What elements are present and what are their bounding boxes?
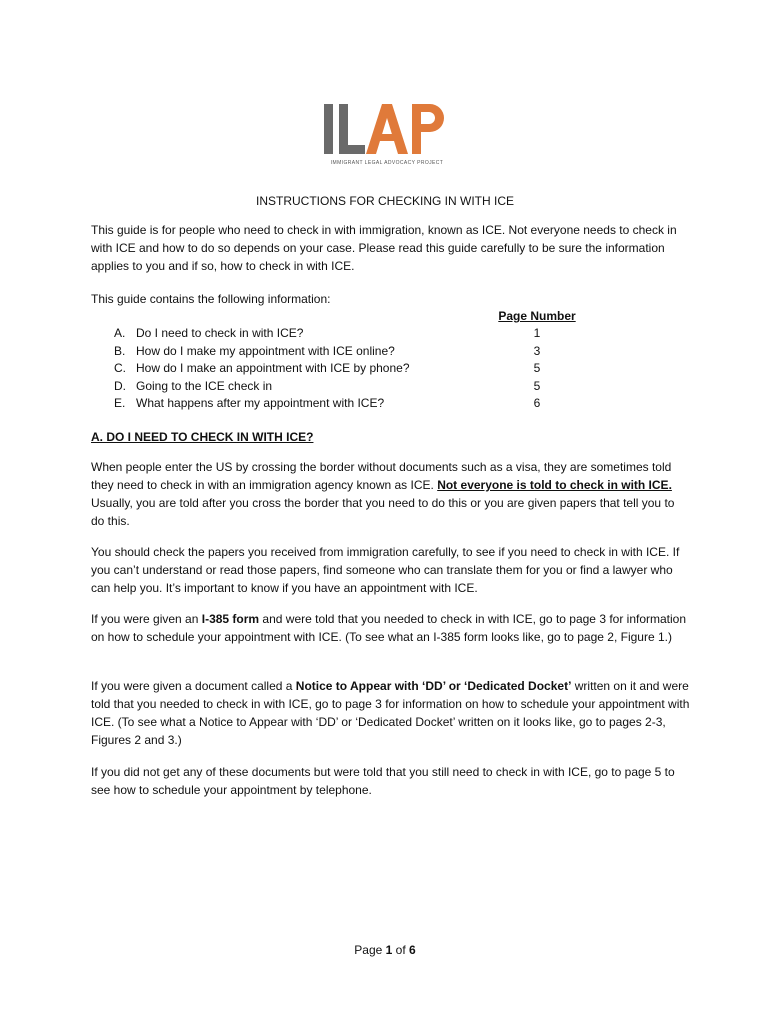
toc-item — [114, 343, 414, 361]
emphasis-text: I-385 form — [201, 612, 260, 626]
section-a-paragraph-4 — [91, 677, 691, 749]
toc-item — [114, 378, 414, 396]
paragraph-text: If you were given a document called a — [91, 679, 296, 693]
toc-label: Going to the ICE check in — [136, 378, 273, 393]
document-title: INSTRUCTIONS FOR CHECKING IN WITH ICE — [256, 194, 514, 208]
intro-paragraph: This guide is for people who need to check in with immigration, known as ICE. Not everyone needs to check in with ICE and how to do so depends on your case. Please read this guide carefully to be sure the information applies to you and if so, how to check in with ICE. — [91, 223, 677, 273]
toc-page-numbers — [494, 307, 580, 413]
table-of-contents — [114, 325, 414, 413]
toc-label: How do I make my appointment with ICE online? — [136, 343, 395, 358]
paragraph-text: Usually, you are told after you cross the border that you need to do this or you are given papers that tell you to do this. — [91, 496, 675, 528]
toc-letter: B. — [114, 343, 126, 358]
current-page: 1 — [385, 943, 393, 957]
toc-page: 5 — [533, 361, 541, 375]
page-number-header: Page Number — [498, 309, 576, 323]
emphasis-text: Notice to Appear with ‘DD’ or ‘Dedicated Docket’ — [295, 679, 572, 693]
paragraph-text: If you were given an — [91, 612, 202, 626]
page-footer — [0, 943, 770, 957]
toc-item — [114, 325, 414, 343]
toc-letter: D. — [114, 378, 126, 393]
section-a-paragraph-3 — [91, 610, 691, 646]
toc-page: 3 — [533, 343, 541, 358]
section-a-heading: A. DO I NEED TO CHECK IN WITH ICE? — [91, 430, 314, 444]
toc-page: 5 — [533, 378, 541, 393]
toc-letter: C. — [114, 361, 126, 375]
ilap-logo — [322, 100, 452, 172]
footer-prefix: Page — [354, 943, 386, 957]
toc-letter: A. — [114, 326, 126, 340]
paragraph-text: and were told that you needed to check in with ICE, go to page 3 for information on how to schedule your appointment with ICE. (To see what an I-385 form looks like, go to page 2, Figure 1.) — [91, 612, 687, 644]
toc-letter: E. — [114, 396, 126, 410]
logo-subtitle: IMMIGRANT LEGAL ADVOCACY PROJECT — [330, 160, 444, 166]
paragraph-text: written on it and were told that you needed to check in with ICE, go to page 3 for information on how to schedule your appointment with ICE. (To see what a Notice to Appear with ‘DD’ or ‘Dedicated Docket’ written on it looks like, go to pages 2-3, Figures 2 and 3.) — [91, 679, 690, 747]
toc-item — [114, 395, 414, 413]
paragraph-text: When people enter the US by crossing the border without documents such as a visa, they are sometimes told they need to check in with an immigration agency known as ICE. — [91, 460, 672, 492]
toc-page: 6 — [533, 396, 541, 410]
toc-label: How do I make an appointment with ICE by phone? — [136, 361, 410, 375]
toc-label: Do I need to check in with ICE? — [136, 326, 304, 340]
total-pages: 6 — [409, 943, 416, 957]
toc-item — [114, 360, 414, 378]
section-a-paragraph-1 — [91, 458, 691, 530]
emphasis-text: Not everyone is told to check in with ICE. — [437, 478, 672, 492]
toc-page: 1 — [533, 326, 541, 340]
footer-of: of — [392, 943, 410, 957]
contents-intro: This guide contains the following information: — [91, 292, 331, 306]
section-a-paragraph-5: If you did not get any of these documents but were told that you still need to check in with ICE, go to page 5 to see how to schedule your appointment by telephone. — [91, 765, 675, 797]
toc-label: What happens after my appointment with ICE? — [136, 396, 385, 410]
ilap-logo-mark — [322, 100, 452, 158]
section-a-paragraph-2: You should check the papers you received from immigration carefully, to see if you need to check in with ICE. If you can’t understand or read those papers, find someone who can translate them for you or find a lawyer who can help you. It’s important to know if you have an appointment with ICE. — [91, 545, 680, 595]
